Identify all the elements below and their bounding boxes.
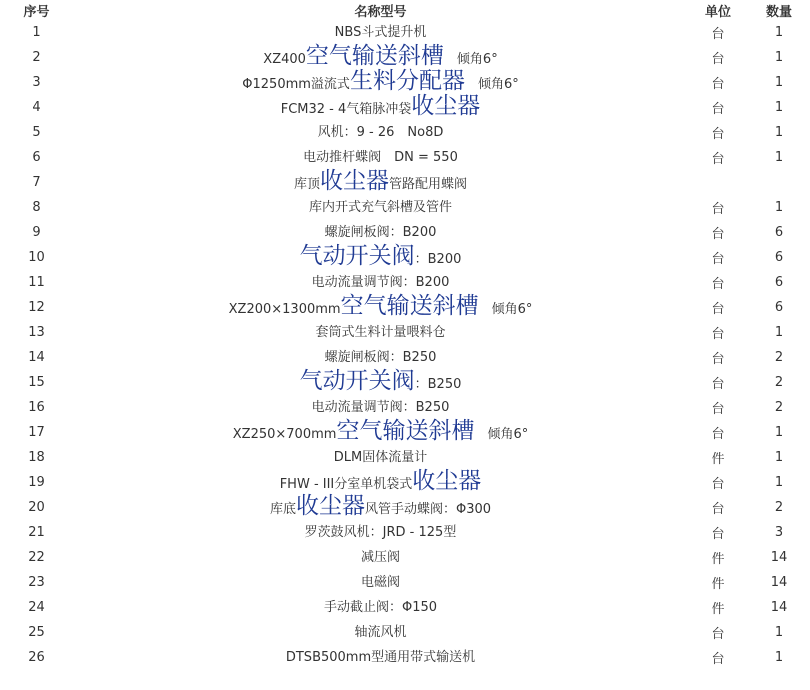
- header-qty: 数量: [765, 4, 792, 20]
- item-name: [73, 417, 688, 445]
- table-row: [0, 320, 810, 345]
- item-unit: 台: [711, 427, 725, 442]
- item-name: [73, 545, 688, 570]
- row-number: 22: [28, 550, 45, 565]
- table-header: [0, 0, 810, 20]
- item-unit: 台: [711, 202, 725, 217]
- name-text: 倾角6°: [474, 426, 529, 442]
- name-text: 倾角6°: [478, 301, 533, 317]
- row-number: 26: [28, 650, 45, 665]
- item-quantity: 6: [774, 225, 784, 240]
- item-unit: 台: [711, 227, 725, 242]
- item-name: [73, 270, 688, 295]
- item-name: [73, 42, 688, 70]
- item-name: [73, 145, 688, 170]
- row-number: 9: [32, 225, 41, 240]
- table-row: [0, 470, 810, 495]
- item-unit: 台: [711, 377, 725, 392]
- name-text: 手动截止阀：Φ150: [323, 599, 438, 615]
- name-text: DTSB500mm型通用带式输送机: [285, 649, 476, 665]
- item-unit: 台: [711, 277, 725, 292]
- row-number: 17: [28, 425, 45, 440]
- table-row: [0, 445, 810, 470]
- name-text: ：B200: [414, 251, 462, 267]
- highlighted-keyword: 气动开关阀: [299, 242, 415, 269]
- row-number: 13: [28, 325, 45, 340]
- item-unit: 件: [711, 452, 725, 467]
- item-quantity: 2: [774, 500, 784, 515]
- item-name: [73, 445, 688, 470]
- item-name: [73, 570, 688, 595]
- highlighted-keyword: 收尘器: [295, 492, 365, 519]
- table-row: [0, 295, 810, 320]
- row-number: 3: [32, 75, 41, 90]
- table-row: [0, 570, 810, 595]
- item-name: [73, 645, 688, 670]
- item-name: [73, 395, 688, 420]
- item-name: [73, 195, 688, 220]
- name-text: 螺旋闸板阀：B250: [324, 349, 437, 365]
- item-unit: 台: [711, 152, 725, 167]
- name-text: 风机：9 - 26 No8D: [317, 124, 444, 140]
- item-quantity: 2: [774, 350, 784, 365]
- highlighted-keyword: 收尘器: [412, 467, 482, 494]
- item-quantity: 6: [774, 250, 784, 265]
- row-number: 2: [32, 50, 41, 65]
- name-text: 电磁阀: [360, 574, 400, 590]
- item-name: [73, 320, 688, 345]
- row-number: 16: [28, 400, 45, 415]
- item-quantity: 1: [774, 100, 784, 115]
- item-unit: 台: [711, 352, 725, 367]
- item-name: [73, 67, 688, 95]
- item-quantity: 1: [774, 125, 784, 140]
- table-row: [0, 245, 810, 270]
- item-quantity: 1: [774, 50, 784, 65]
- item-name: [73, 367, 688, 395]
- item-quantity: 3: [774, 525, 784, 540]
- table-row: [0, 95, 810, 120]
- table-row: [0, 145, 810, 170]
- name-text: 倾角6°: [443, 51, 498, 67]
- name-text: 库底: [269, 501, 296, 517]
- item-name: [73, 467, 688, 495]
- item-quantity: 6: [774, 300, 784, 315]
- name-text: XZ250×700mm: [232, 426, 337, 442]
- row-number: 12: [28, 300, 45, 315]
- row-number: 15: [28, 375, 45, 390]
- table-row: [0, 395, 810, 420]
- item-quantity: 1: [774, 325, 784, 340]
- name-text: 电动推杆蝶阀 DN = 550: [303, 149, 458, 165]
- name-text: 电动流量调节阀：B200: [311, 274, 450, 290]
- table-row: [0, 345, 810, 370]
- row-number: 18: [28, 450, 45, 465]
- item-unit: [688, 170, 748, 195]
- highlighted-keyword: 生料分配器: [349, 67, 465, 94]
- item-unit: 台: [711, 52, 725, 67]
- name-text: 风管手动蝶阀：Φ300: [364, 501, 492, 517]
- item-unit: 台: [711, 402, 725, 417]
- highlighted-keyword: 空气输送斜槽: [336, 417, 475, 444]
- name-text: 库内开式充气斜槽及管件: [308, 199, 452, 215]
- table-row: [0, 170, 810, 195]
- item-name: [73, 20, 688, 45]
- row-number: 8: [32, 200, 41, 215]
- table-row: [0, 120, 810, 145]
- item-quantity: 1: [774, 450, 784, 465]
- row-number: 11: [28, 275, 45, 290]
- row-number: 6: [32, 150, 41, 165]
- item-quantity: 1: [774, 425, 784, 440]
- row-number: 24: [28, 600, 45, 615]
- table-row: [0, 645, 810, 670]
- table-row: [0, 620, 810, 645]
- row-number: 14: [28, 350, 45, 365]
- item-quantity: 1: [774, 150, 784, 165]
- item-quantity: 1: [774, 650, 784, 665]
- table-row: [0, 45, 810, 70]
- name-text: 轴流风机: [354, 624, 407, 640]
- header-row: [0, 0, 810, 20]
- name-text: 库顶: [293, 176, 320, 192]
- highlighted-keyword: 气动开关阀: [299, 367, 415, 394]
- row-number: 23: [28, 575, 45, 590]
- table-row: [0, 20, 810, 45]
- table-row: [0, 545, 810, 570]
- item-name: [73, 345, 688, 370]
- item-quantity: 6: [774, 275, 784, 290]
- name-text: FCM32 - 4气箱脉冲袋: [280, 101, 412, 117]
- table-row: [0, 70, 810, 95]
- item-name: [73, 242, 688, 270]
- name-text: 罗茨鼓风机：JRD - 125型: [304, 524, 457, 540]
- item-quantity: 1: [774, 75, 784, 90]
- item-unit: 台: [711, 127, 725, 142]
- item-name: [73, 167, 688, 195]
- item-unit: 台: [711, 77, 725, 92]
- item-quantity: 14: [770, 575, 788, 590]
- item-unit: 台: [711, 652, 725, 667]
- item-unit: 台: [711, 527, 725, 542]
- item-unit: 件: [711, 577, 725, 592]
- row-number: 1: [32, 25, 41, 40]
- item-quantity: 14: [770, 550, 788, 565]
- row-number: 19: [28, 475, 45, 490]
- row-number: 10: [28, 250, 45, 265]
- highlighted-keyword: 收尘器: [320, 167, 389, 194]
- item-name: [73, 120, 688, 145]
- item-unit: 台: [711, 627, 725, 642]
- name-text: XZ400: [263, 51, 306, 67]
- header-unit: 单位: [704, 4, 731, 20]
- item-quantity: 2: [774, 400, 784, 415]
- name-text: 电动流量调节阀：B250: [311, 399, 450, 415]
- table-row: [0, 520, 810, 545]
- item-name: [73, 292, 688, 320]
- item-name: [73, 595, 688, 620]
- name-text: XZ200×1300mm: [228, 301, 341, 317]
- item-name: [73, 620, 688, 645]
- highlighted-keyword: 收尘器: [411, 92, 481, 119]
- item-name: [73, 220, 688, 245]
- table-row: [0, 270, 810, 295]
- table-row: [0, 370, 810, 395]
- item-unit: 台: [711, 302, 725, 317]
- name-text: 减压阀: [360, 549, 400, 565]
- item-quantity: [748, 170, 810, 195]
- item-unit: 台: [711, 327, 725, 342]
- name-text: FHW - III分室单机袋式: [279, 476, 413, 492]
- item-unit: 台: [711, 477, 725, 492]
- row-number: 5: [32, 125, 41, 140]
- row-number: 7: [32, 175, 41, 190]
- row-number: 25: [28, 625, 45, 640]
- item-unit: 台: [711, 27, 725, 42]
- row-number: 4: [32, 100, 41, 115]
- row-number: 21: [28, 525, 45, 540]
- item-quantity: 14: [770, 600, 788, 615]
- item-unit: 件: [711, 602, 725, 617]
- table-body: [0, 20, 810, 670]
- name-text: ：B250: [414, 376, 462, 392]
- item-quantity: 1: [774, 625, 784, 640]
- table-row: [0, 220, 810, 245]
- item-quantity: 1: [774, 475, 784, 490]
- item-quantity: 1: [774, 200, 784, 215]
- row-number: 20: [28, 500, 45, 515]
- name-text: NBS斗式提升机: [334, 24, 427, 40]
- item-quantity: 2: [774, 375, 784, 390]
- item-unit: 台: [711, 252, 725, 267]
- highlighted-keyword: 空气输送斜槽: [340, 292, 479, 319]
- table-row: [0, 195, 810, 220]
- item-unit: 台: [711, 502, 725, 517]
- highlighted-keyword: 空气输送斜槽: [305, 42, 444, 69]
- name-text: 管路配用蝶阀: [389, 176, 468, 192]
- item-unit: 件: [711, 552, 725, 567]
- name-text: Φ1250mm溢流式: [242, 76, 350, 92]
- item-unit: 台: [711, 102, 725, 117]
- item-name: [73, 520, 688, 545]
- item-name: [73, 492, 688, 520]
- name-text: DLM固体流量计: [333, 449, 428, 465]
- name-text: 套筒式生料计量喂料仓: [315, 324, 446, 340]
- table-row: [0, 495, 810, 520]
- table-row: [0, 420, 810, 445]
- name-text: 螺旋闸板阀：B200: [324, 224, 437, 240]
- item-quantity: 1: [774, 25, 784, 40]
- item-name: [73, 92, 688, 120]
- name-text: 倾角6°: [464, 76, 519, 92]
- table-row: [0, 595, 810, 620]
- header-name: 名称型号: [354, 4, 407, 20]
- header-no: 序号: [23, 4, 50, 20]
